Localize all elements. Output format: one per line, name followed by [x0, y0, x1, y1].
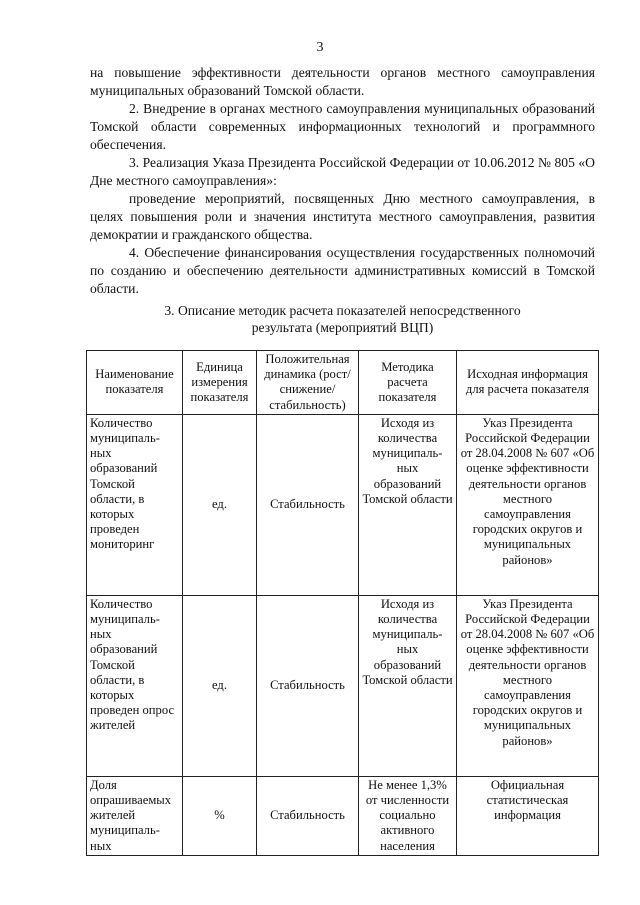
cell-dynamics: Стабильность [257, 776, 359, 855]
header-dynamics: Положительная динамика (рост/снижение/ стабильность) [257, 351, 359, 415]
table-header-row [87, 351, 599, 415]
header-unit: Единица измерения показателя [183, 351, 257, 415]
section-title-line-2: результата (мероприятий ВЦП) [251, 320, 434, 335]
header-indicator-name: Наименование показателя [87, 351, 183, 415]
cell-source: Официальная статистическая информация [457, 776, 599, 855]
cell-source: Указ Президента Российской Федерации от 28.04.2008 № 607 «Об оценке эффективности деятельности органов местного самоуправления городских округов и муниципальных районов» [457, 595, 599, 776]
header-method: Методика расчета показателя [359, 351, 457, 415]
cell-unit: ед. [183, 414, 257, 595]
paragraph-1: на повышение эффективности деятельности органов местного самоуправления муниципальных образований Томской области. [90, 65, 595, 98]
cell-method: Исходя из количества муниципаль-ных образований Томской области [359, 595, 457, 776]
methods-table [86, 350, 599, 856]
paragraph-2: 2. Внедрение в органах местного самоуправления муниципальных образований Томской области современных информационных технологий и программного обеспечения. [90, 101, 595, 152]
paragraph-5: 4. Обеспечение финансирования осуществления государственных полномочий по созданию и обеспечению деятельности административных комиссий в Томской области. [90, 245, 595, 296]
cell-unit: % [183, 776, 257, 855]
body-text [90, 64, 595, 298]
cell-dynamics: Стабильность [257, 595, 359, 776]
cell-indicator-name: Количество муниципаль-ных образований Томской области, в которых проведен мониторинг [87, 414, 183, 595]
cell-method: Исходя из количества муниципаль-ных образований Томской области [359, 414, 457, 595]
cell-method: Не менее 1,3% от численности социально активного населения [359, 776, 457, 855]
paragraph-3: 3. Реализация Указа Президента Российской Федерации от 10.06.2012 № 805 «О Дне местного самоуправления»: [90, 155, 595, 188]
table-row [87, 595, 599, 776]
section-title-line-1: 3. Описание методик расчета показателей непосредственного [164, 303, 521, 318]
cell-source: Указ Президента Российской Федерации от 28.04.2008 № 607 «Об оценке эффективности деятельности органов местного самоуправления городских округов и муниципальных районов» [457, 414, 599, 595]
section-title [90, 302, 595, 336]
header-source: Исходная информация для расчета показателя [457, 351, 599, 415]
cell-unit: ед. [183, 595, 257, 776]
cell-indicator-name: Количество муниципаль-ных образований Томской области, в которых проведен опрос жителей [87, 595, 183, 776]
cell-indicator-name: Доля опрашиваемых жителей муниципаль-ных [87, 776, 183, 855]
page-number: 3 [316, 40, 324, 55]
paragraph-4: проведение мероприятий, посвященных Дню местного самоуправления, в целях повышения роли и значения института местного самоуправления, развития демократии и гражданского общества. [90, 191, 595, 242]
table-row [87, 776, 599, 855]
table-row [87, 414, 599, 595]
cell-dynamics: Стабильность [257, 414, 359, 595]
